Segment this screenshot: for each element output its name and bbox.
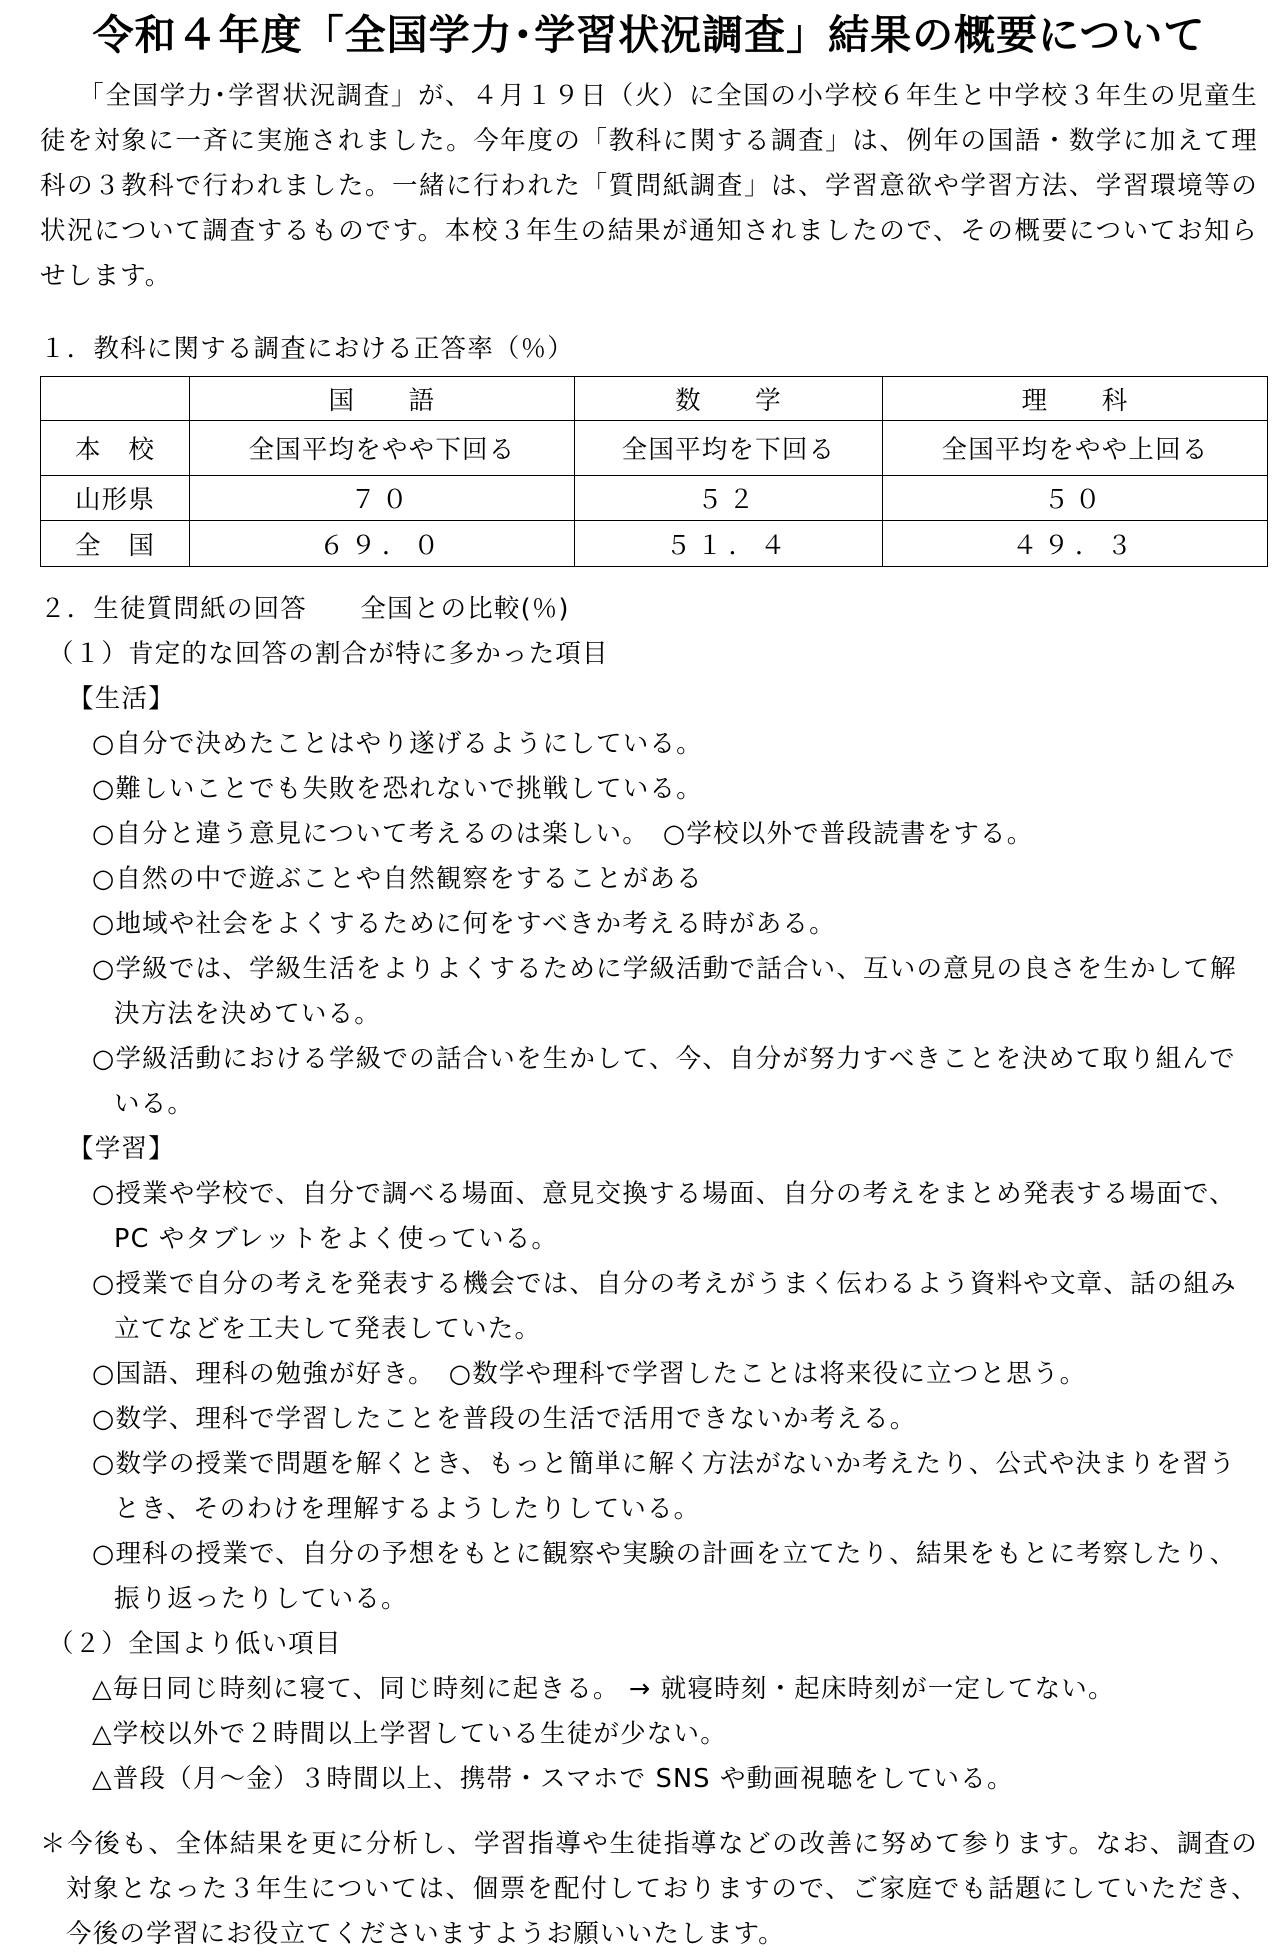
list-item: △学校以外で２時間以上学習している生徒が少ない。 [92, 1719, 727, 1749]
table-cell: ６９．０ [190, 521, 575, 567]
document-title: 令和４年度「全国学力･学習状況調査」結果の概要について [92, 11, 1206, 59]
study-category-label: 【学習】 [68, 1134, 175, 1164]
list-item: ○数学の授業で問題を解くとき、もっと簡単に解く方法がないか考えたり、公式や決まりを習うとき、そのわけを理解するようしたりしている。 [92, 1449, 1236, 1524]
subsection2-title: （２）全国より低い項目 [48, 1629, 342, 1659]
score-table [40, 376, 1268, 567]
list-item: ○数学、理科で学習したことを普段の生活で活用できないか考える。 [92, 1404, 917, 1434]
table-corner-cell [41, 377, 190, 421]
list-item: ○学級活動における学級での話合いを生かして、今、自分が努力すべきことを決めて取り組んでいる。 [92, 1044, 1236, 1119]
table-cell: ５１．４ [574, 521, 882, 567]
row-label-yamagata: 山形県 [41, 476, 190, 521]
list-item: ○授業や学校で、自分で調べる場面、意見交換する場面、自分の考えをまとめ発表する場面で、PC やタブレットをよく使っている。 [92, 1179, 1236, 1254]
list-item: ○国語、理科の勉強が好き。 ○数学や理科で学習したことは将来役に立つと思う。 [92, 1359, 1087, 1389]
closing-note: ＊今後も、全体結果を更に分析し、学習指導や生徒指導などの改善に努めて参ります。なお、調査の対象となった３年生については、個票を配付しておりますので、ご家庭でも話題にしていただき、今後の学習にお役立てくださいますようお願いいたします。 [40, 1829, 1258, 1949]
table-cell: ５２ [574, 476, 882, 521]
header-rika: 理 科 [883, 377, 1268, 421]
table-cell: 全国平均を下回る [574, 421, 882, 476]
list-item: ○授業で自分の考えを発表する機会では、自分の考えがうまく伝わるよう資料や文章、話の組み立てなどを工夫して発表していた。 [92, 1269, 1237, 1344]
list-item: ○理科の授業で、自分の予想をもとに観察や実験の計画を立てたり、結果をもとに考察したり、振り返ったりしている。 [92, 1539, 1237, 1614]
header-kokugo: 国 語 [190, 377, 575, 421]
list-item: ○自分と違う意見について考えるのは楽しい。 ○学校以外で普段読書をする。 [92, 819, 1034, 849]
list-item: △普段（月～金）３時間以上、携帯・スマホで SNS や動画視聴をしている。 [92, 1764, 1014, 1794]
row-label-national: 全 国 [41, 521, 190, 567]
life-items-list [40, 722, 1258, 1127]
row-label-school: 本 校 [41, 421, 190, 476]
table-row [41, 421, 1268, 476]
table-row [41, 521, 1268, 567]
table-cell: ４９．３ [883, 521, 1268, 567]
list-item: △毎日同じ時刻に寝て、同じ時刻に起きる。 → 就寝時刻・起床時刻が一定してない。 [92, 1674, 1115, 1704]
table-cell: 全国平均をやや上回る [883, 421, 1268, 476]
list-item: ○自然の中で遊ぶことや自然観察をすることがある [92, 864, 703, 894]
list-item: ○難しいことでも失敗を恐れないで挑戦している。 [92, 774, 703, 804]
section1-title: １．教科に関する調査における正答率（％） [40, 334, 575, 364]
section2-title: ２．生徒質問紙の回答 全国との比較(％) [40, 594, 570, 624]
study-items-list [40, 1172, 1258, 1622]
list-item: ○地域や社会をよくするために何をすべきか考える時がある。 [92, 909, 836, 939]
header-sugaku: 数 学 [574, 377, 882, 421]
table-row [41, 476, 1268, 521]
list-item: ○自分で決めたことはやり遂げるようにしている。 [92, 729, 703, 759]
life-category-label: 【生活】 [68, 684, 175, 714]
table-header-row [41, 377, 1268, 421]
table-cell: ７０ [190, 476, 575, 521]
low-items-list [40, 1667, 1258, 1802]
intro-paragraph: 「全国学力･学習状況調査」が、４月１９日（火）に全国の小学校６年生と中学校３年生の児童生徒を対象に一斉に実施されました。今年度の「教科に関する調査」は、例年の国語・数学に加えて理科の３教科で行われました。一緒に行われた「質問紙調査」は、学習意欲や学習方法、学習環境等の状況について調査するものです。本校３年生の結果が通知されましたので、その概要についてお知らせします。 [40, 81, 1258, 291]
subsection1-title: （１）肯定的な回答の割合が特に多かった項目 [48, 639, 609, 669]
list-item: ○学級では、学級生活をよりよくするために学級活動で話合い、互いの意見の良さを生かして解決方法を決めている。 [92, 954, 1237, 1029]
table-cell: 全国平均をやや下回る [190, 421, 575, 476]
table-cell: ５０ [883, 476, 1268, 521]
